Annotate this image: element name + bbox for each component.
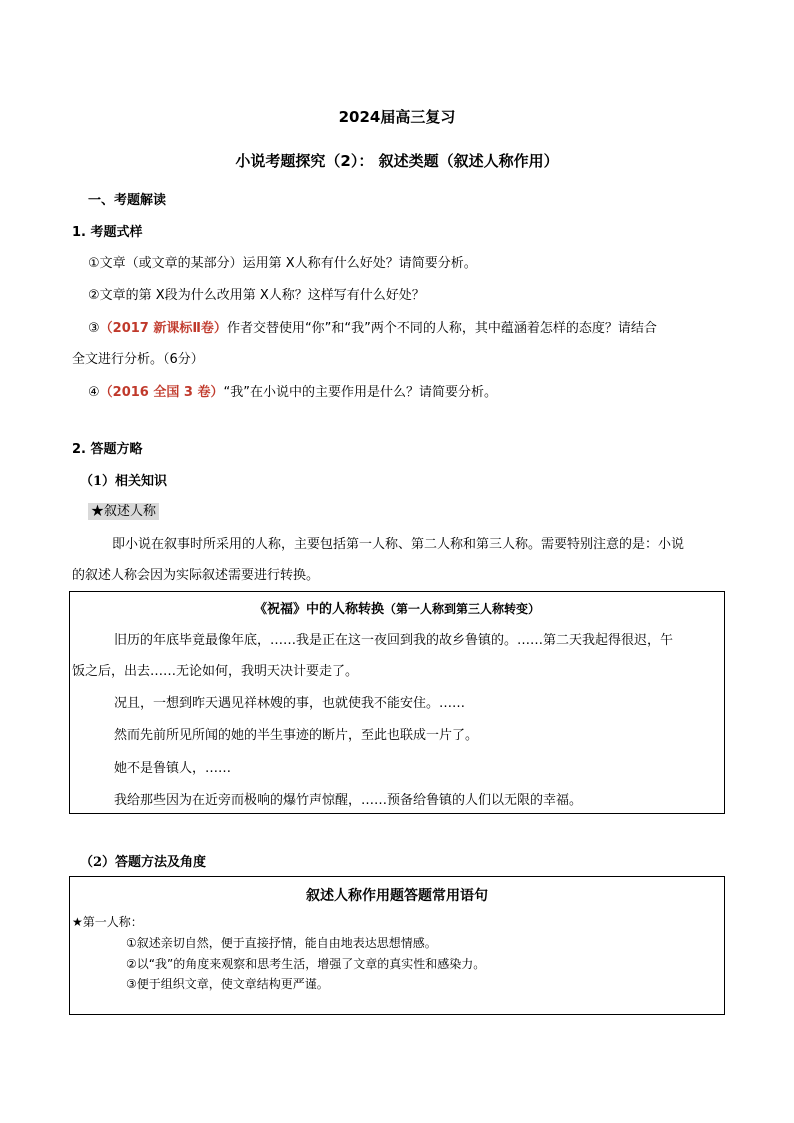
question-3-source: （2017 新课标Ⅱ卷） [99, 321, 227, 336]
question-4 [88, 381, 497, 400]
example-para-1-line-1: 旧历的年底毕竟最像年底，……我是正在这一夜回到我的故乡鲁镇的。……第二天我起得很迟，午 [114, 633, 674, 648]
question-4-source: （2016 全国 3 卷） [99, 385, 224, 400]
page-title: 2024届高三复习 [338, 108, 456, 126]
example-box-title: 《祝福》中的人称转换 [253, 602, 384, 617]
knowledge-tag-wrapper [88, 500, 159, 519]
subsection-heading-strategy: 2. 答题方略 [72, 442, 143, 457]
example-para-2: 况且，一想到昨天遇见祥林嫂的事，也就使我不能安住。…… [114, 696, 466, 711]
question-3-line-1 [88, 317, 657, 336]
question-4-prefix: ④ [88, 385, 100, 400]
knowledge-desc-line-2: 的叙述人称会因为实际叙述需要进行转换。 [72, 568, 320, 583]
subsection-heading-question-types: 1. 考题式样 [72, 225, 143, 240]
question-3-text: 作者交替使用“你”和“我”两个不同的人称，其中蕴涵着怎样的态度？请结合 [226, 321, 657, 336]
question-1: ①文章（或文章的某部分）运用第 X人称有什么好处？请简要分析。 [88, 256, 477, 271]
knowledge-tag: ★叙述人称 [88, 503, 159, 520]
first-person-label: ★第一人称： [72, 915, 143, 929]
question-2: ②文章的第 X段为什么改用第 X人称？这样写有什么好处？ [88, 288, 425, 303]
subsection-heading-method: （2）答题方法及角度 [80, 855, 207, 870]
example-para-1-line-2: 饭之后，出去……无论如何，我明天决计要走了。 [72, 664, 359, 679]
example-para-4: 她不是鲁镇人，…… [114, 761, 232, 776]
phrase-item-2: ②以“我”的角度来观察和思考生活，增强了文章的真实性和感染力。 [126, 957, 486, 971]
example-para-3: 然而先前所见所闻的她的半生事迹的断片，至此也联成一片了。 [114, 728, 479, 743]
question-3-prefix: ③ [88, 321, 100, 336]
page-subtitle: 小说考题探究（2）： 叙述类题（叙述人称作用） [235, 152, 559, 170]
example-box-title-note: （第一人称到第三人称转变） [384, 602, 541, 616]
subsection-heading-knowledge: （1）相关知识 [80, 474, 168, 489]
phrase-item-3: ③便于组织文章，使文章结构更严谨。 [126, 977, 329, 991]
question-3-line-2: 全文进行分析。（6分） [72, 352, 204, 367]
phrases-box-title: 叙述人称作用题答题常用语句 [306, 888, 488, 904]
question-4-text: “我”在小说中的主要作用是什么？请简要分析。 [223, 385, 497, 400]
example-box-title-row [0, 598, 794, 617]
example-para-5: 我给那些因为在近旁而极响的爆竹声惊醒，……预备给鲁镇的人们以无限的幸福。 [114, 793, 583, 808]
knowledge-desc-line-1: 即小说在叙事时所采用的人称，主要包括第一人称、第二人称和第三人称。需要特别注意的是：小说 [112, 537, 685, 552]
phrase-item-1: ①叙述亲切自然，便于直接抒情，能自由地表达思想情感。 [126, 936, 437, 950]
section-heading-1: 一、考题解读 [88, 193, 167, 208]
